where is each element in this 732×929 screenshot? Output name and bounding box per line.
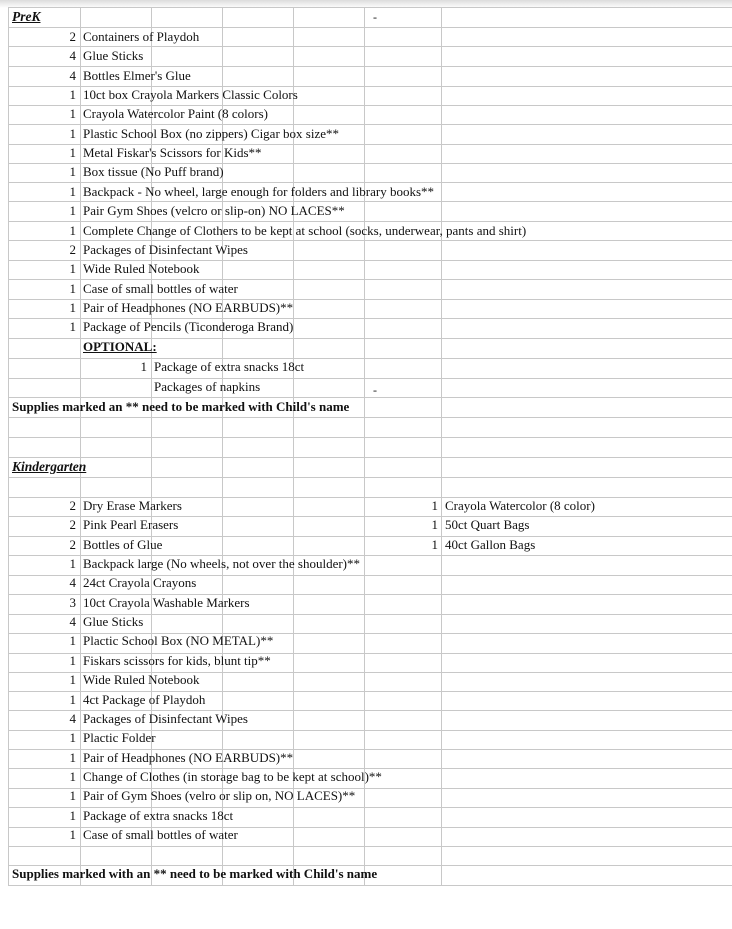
row-gridline [8, 7, 732, 8]
kindergarten-item-text: Plactic Folder [83, 730, 156, 745]
kindergarten-item-text: Wide Ruled Notebook [83, 672, 200, 687]
kindergarten-item-qty: 3 [69, 595, 76, 610]
column-gridline [364, 7, 365, 885]
kindergarten-side-text: 40ct Gallon Bags [445, 537, 536, 552]
prek-item-text: Package of Pencils (Ticonderoga Brand) [83, 319, 294, 334]
prek-optional-qty: 1 [140, 359, 147, 374]
kindergarten-item-qty: 1 [69, 808, 76, 823]
kindergarten-item-text: Pink Pearl Erasers [83, 517, 179, 532]
prek-item-text: Box tissue (No Puff brand) [83, 164, 224, 179]
kindergarten-item-qty: 4 [69, 711, 76, 726]
kindergarten-item-text: Pair of Gym Shoes (velro or slip on, NO LACES)** [83, 788, 356, 803]
prek-item-text: Pair Gym Shoes (velcro or slip-on) NO LACES** [83, 203, 345, 218]
prek-item-text: Wide Ruled Notebook [83, 261, 200, 276]
kindergarten-item-qty: 4 [69, 614, 76, 629]
prek-note: Supplies marked an ** need to be marked with Child's name [12, 399, 350, 414]
kindergarten-item-text: Package of extra snacks 18ct [83, 808, 234, 823]
row-gridline [8, 221, 732, 222]
prek-optional-text: Package of extra snacks 18ct [154, 359, 305, 374]
column-gridline [441, 7, 442, 885]
cell-cursor-mark: - [373, 10, 377, 24]
prek-item-text: Glue Sticks [83, 48, 144, 63]
kindergarten-item-text: Backpack large (No wheels, not over the shoulder)** [83, 556, 361, 571]
row-gridline [8, 182, 732, 183]
kindergarten-item-qty: 1 [69, 769, 76, 784]
kindergarten-item-text: Glue Sticks [83, 614, 144, 629]
prek-item-qty: 1 [69, 106, 76, 121]
kindergarten-item-qty: 2 [69, 498, 76, 513]
kindergarten-item-qty: 2 [69, 517, 76, 532]
prek-item-text: Containers of Playdoh [83, 29, 200, 44]
kindergarten-item-qty: 1 [69, 633, 76, 648]
prek-item-qty: 4 [69, 68, 76, 83]
prek-item-qty: 1 [69, 223, 76, 238]
kindergarten-side-qty: 1 [431, 537, 438, 552]
kindergarten-item-text: Case of small bottles of water [83, 827, 238, 842]
column-gridline [80, 7, 81, 885]
kindergarten-item-text: Pair of Headphones (NO EARBUDS)** [83, 750, 294, 765]
kindergarten-item-text: Change of Clothes (in storage bag to be kept at school)** [83, 769, 382, 784]
row-gridline [8, 885, 732, 886]
prek-item-qty: 2 [69, 242, 76, 257]
kindergarten-item-text: Fiskars scissors for kids, blunt tip** [83, 653, 271, 668]
kindergarten-item-qty: 1 [69, 672, 76, 687]
row-gridline [8, 46, 732, 47]
prek-item-qty: 1 [69, 261, 76, 276]
kindergarten-item-qty: 1 [69, 692, 76, 707]
kindergarten-item-qty: 1 [69, 788, 76, 803]
prek-item-qty: 1 [69, 126, 76, 141]
row-gridline [8, 27, 732, 28]
kindergarten-item-text: 24ct Crayola Crayons [83, 575, 197, 590]
prek-item-qty: 1 [69, 164, 76, 179]
kindergarten-item-text: 10ct Crayola Washable Markers [83, 595, 250, 610]
prek-item-text: Complete Change of Clothers to be kept at school (socks, underwear, pants and shirt) [83, 223, 527, 238]
prek-optional-text: Packages of napkins [154, 379, 261, 394]
prek-item-text: Plastic School Box (no zippers) Cigar box size** [83, 126, 339, 141]
prek-item-text: Backpack - No wheel, large enough for folders and library books** [83, 184, 435, 199]
prek-item-qty: 1 [69, 203, 76, 218]
cell-cursor-mark: - [373, 383, 377, 397]
row-gridline [8, 477, 732, 478]
kindergarten-item-qty: 1 [69, 653, 76, 668]
row-gridline [8, 846, 732, 847]
kindergarten-side-text: 50ct Quart Bags [445, 517, 530, 532]
prek-item-text: Case of small bottles of water [83, 281, 238, 296]
kindergarten-item-qty: 1 [69, 827, 76, 842]
prek-item-qty: 1 [69, 87, 76, 102]
row-gridline [8, 417, 732, 418]
kindergarten-note: Supplies marked with an ** need to be marked with Child's name [12, 866, 378, 881]
prek-item-qty: 1 [69, 281, 76, 296]
prek-item-text: Metal Fiskar's Scissors for Kids** [83, 145, 262, 160]
kindergarten-item-qty: 1 [69, 556, 76, 571]
kindergarten-side-text: Crayola Watercolor (8 color) [445, 498, 595, 513]
prek-item-text: Pair of Headphones (NO EARBUDS)** [83, 300, 294, 315]
row-gridline [8, 66, 732, 67]
row-gridline [8, 397, 732, 398]
prek-item-qty: 1 [69, 319, 76, 334]
column-gridline [8, 7, 9, 885]
prek-item-text: Packages of Disinfectant Wipes [83, 242, 248, 257]
kindergarten-item-text: Bottles of Glue [83, 537, 163, 552]
kindergarten-item-qty: 4 [69, 575, 76, 590]
prek-item-text: Bottles Elmer's Glue [83, 68, 191, 83]
kindergarten-item-qty: 1 [69, 750, 76, 765]
prek-item-qty: 2 [69, 29, 76, 44]
prek-optional-label: OPTIONAL: [83, 339, 157, 354]
kindergarten-item-text: Dry Erase Markers [83, 498, 182, 513]
row-gridline [8, 279, 732, 280]
row-gridline [8, 124, 732, 125]
row-gridline [8, 201, 732, 202]
row-gridline [8, 358, 732, 359]
kindergarten-item-text: 4ct Package of Playdoh [83, 692, 206, 707]
prek-item-qty: 1 [69, 184, 76, 199]
prek-item-qty: 1 [69, 145, 76, 160]
kindergarten-item-qty: 2 [69, 537, 76, 552]
kindergarten-item-qty: 1 [69, 730, 76, 745]
kindergarten-item-text: Packages of Disinfectant Wipes [83, 711, 248, 726]
row-gridline [8, 378, 732, 379]
row-gridline [8, 457, 732, 458]
prek-item-text: 10ct box Crayola Markers Classic Colors [83, 87, 298, 102]
kindergarten-side-qty: 1 [431, 498, 438, 513]
kindergarten-item-text: Plactic School Box (NO METAL)** [83, 633, 274, 648]
row-gridline [8, 437, 732, 438]
row-gridline [8, 240, 732, 241]
prek-item-qty: 4 [69, 48, 76, 63]
prek-title: PreK [12, 9, 41, 24]
prek-item-qty: 1 [69, 300, 76, 315]
kindergarten-title: Kindergarten [12, 459, 87, 474]
kindergarten-side-qty: 1 [431, 517, 438, 532]
prek-item-text: Crayola Watercolor Paint (8 colors) [83, 106, 268, 121]
